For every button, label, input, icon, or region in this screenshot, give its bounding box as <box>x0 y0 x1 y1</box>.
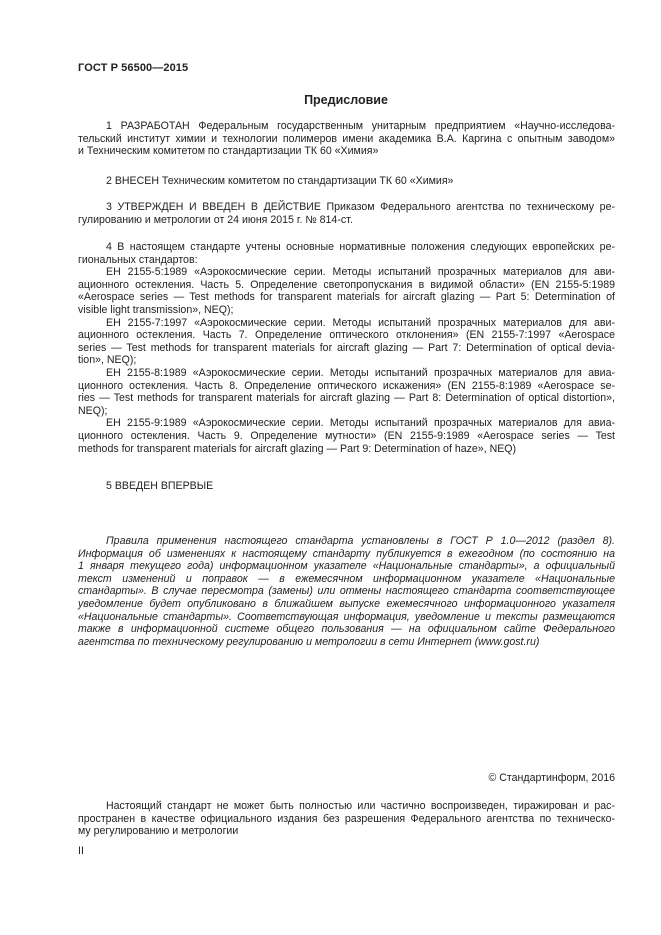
text-line: «Aerospace series — Test methods for transparent materials for aircraft glazing — Part 5: Determination of <box>78 291 615 304</box>
text-line: также в информационной системе общего пользования — на официальном сайте Федерального <box>78 623 615 636</box>
reproduction-notice <box>78 800 615 838</box>
document-header: ГОСТ Р 56500—2015 <box>78 62 189 74</box>
paragraph-standards <box>78 241 615 455</box>
text-line: «Национальные стандарты». Соответствующая информация, уведомление и тексты размещаются <box>78 610 615 623</box>
text-line: му регулированию и метрологии <box>78 825 239 838</box>
paragraph-developed <box>78 120 615 158</box>
text-line: Настоящий стандарт не может быть полностью или частично воспроизведен, тиражирован и рас- <box>106 800 615 812</box>
text-line: ационного остекления. Часть 5. Определение светопропускания в видимой области» (EN 2155-5:1989 <box>78 278 615 291</box>
text-line: стандарты». В случае пересмотра (замены) или отмены настоящего стандарта соответствующее <box>78 585 615 598</box>
text-line: ЕН 2155-5:1989 «Аэрокосмические серии. Методы испытаний прозрачных материалов для ави- <box>106 266 615 279</box>
copyright: © Стандартинформ, 2016 <box>488 772 615 784</box>
page-number: II <box>78 845 84 857</box>
text-line: visible light transmission», NEQ); <box>78 303 234 316</box>
text-line: Информация об изменениях к настоящему стандарту публикуется в ежегодном (по состоянию на <box>78 547 615 560</box>
section-title: Предисловие <box>304 93 388 107</box>
text-line: гиональных стандартов: <box>78 253 198 266</box>
text-line: 5 ВВЕДЕН ВПЕРВЫЕ <box>106 480 214 492</box>
text-line: series — Test methods for transparent materials for aircraft glazing — Part 7: Determination of optical devia- <box>78 341 615 354</box>
rules-notice <box>78 535 615 648</box>
text-line: Правила применения настоящего стандарта установлены в ГОСТ Р 1.0—2012 (раздел 8). <box>106 535 615 547</box>
text-line: уведомление будет опубликовано в ближайшем выпуске ежемесячного информационного указателя <box>78 597 615 610</box>
text-line: и Техническим комитетом по стандартизации ТК 60 «Химия» <box>78 145 379 158</box>
paragraph-approved <box>78 201 615 226</box>
paragraph-introduced <box>78 175 615 188</box>
text-line: ries — Test methods for transparent materials for aircraft glazing — Part 8: Determination of optical distortion», <box>78 392 615 405</box>
text-line: 2 ВНЕСЕН Техническим комитетом по стандартизации ТК 60 «Химия» <box>106 175 454 187</box>
text-line: 1 января текущего года) информационном указателе «Национальные стандарты», а официальный <box>78 560 615 573</box>
text-line: tion», NEQ); <box>78 354 137 367</box>
text-line: NEQ); <box>78 404 108 417</box>
text-line: агентства по техническому регулированию и метрологии в сети Интернет (www.gost.ru) <box>78 635 540 648</box>
text-line: пространен в качестве официального издания без разрешения Федерального агентства по техническо- <box>78 812 615 825</box>
text-line: ЕН 2155-7:1997 «Аэрокосмические серии. Методы испытаний прозрачных материалов для ави- <box>106 316 615 329</box>
paragraph-first-introduced <box>78 480 615 493</box>
text-line: ационного остекления. Часть 7. Определение оптического отклонения» (EN 2155-7:1997 «Aerospace <box>78 329 615 342</box>
text-line: текст изменений и поправок — в ежемесячном информационном указателе «Национальные <box>78 572 615 585</box>
text-line: 4 В настоящем стандарте учтены основные нормативные положения следующих европейских ре- <box>106 241 615 253</box>
text-line: methods for transparent materials for aircraft glazing — Part 9: Determination of haze», NEQ) <box>78 442 517 455</box>
text-line: 3 УТВЕРЖДЕН И ВВЕДЕН В ДЕЙСТВИЕ Приказом Федерального агентства по техническому ре- <box>106 201 615 213</box>
text-line: гулированию и метрологии от 24 июня 2015 г. № 814-ст. <box>78 213 353 226</box>
text-line: 1 РАЗРАБОТАН Федеральным государственным унитарным предприятием «Научно-исследова- <box>106 120 615 132</box>
text-line: ЕН 2155-9:1989 «Аэрокосмические серии. Методы испытаний прозрачных материалов для авиа- <box>106 417 615 430</box>
text-line: тельский институт химии и технологии полимеров имени академика В.А. Каргина с опытным заводом» <box>78 132 615 145</box>
text-line: ционного остекления. Часть 9. Определение мутности» (EN 2155-9:1989 «Aerospace series — Test <box>78 429 615 442</box>
text-line: ционного остекления. Часть 8. Определение оптического искажения» (EN 2155-8:1989 «Aerospace se- <box>78 379 615 392</box>
text-line: ЕН 2155-8:1989 «Аэрокосмические серии. Методы испытаний прозрачных материалов для авиа- <box>106 366 615 379</box>
